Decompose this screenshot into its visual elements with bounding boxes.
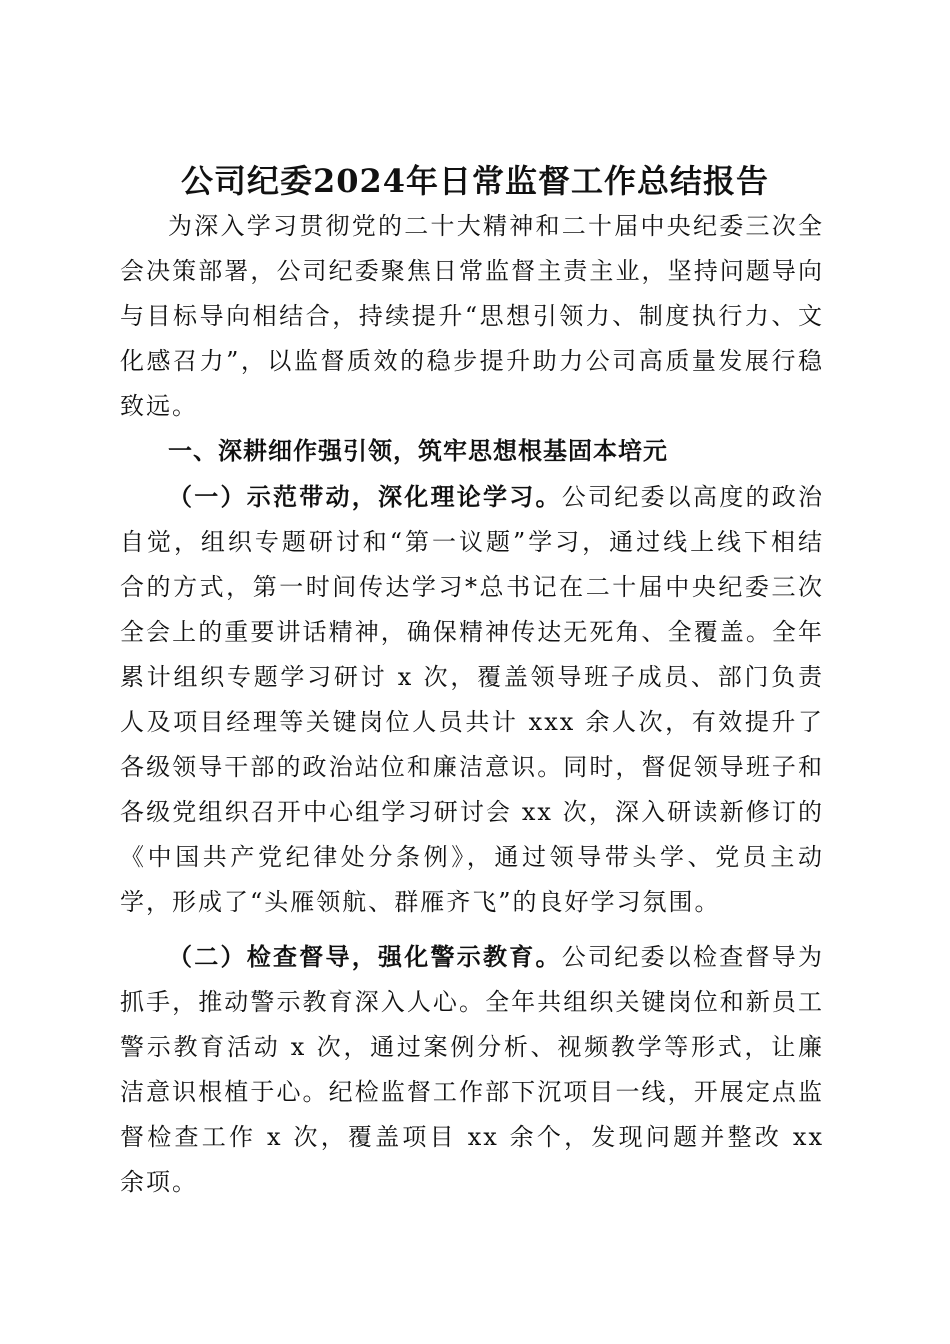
paragraph-spacer	[120, 925, 824, 934]
subsection-paragraph-2	[120, 934, 824, 1205]
document-body	[120, 204, 824, 1205]
section-heading-1: 一、深耕细作强引领，筑牢思想根基固本培元	[168, 437, 668, 465]
intro-paragraph: 为深入学习贯彻党的二十大精神和二十届中央纪委三次全会决策部署，公司纪委聚焦日常监督主责主业，坚持问题导向与目标导向相结合，持续提升“思想引领力、制度执行力、文化感召力”，以监督质效的稳步提升助力公司高质量发展行稳致远。	[120, 212, 824, 420]
subsection-body-2: 公司纪委以检查督导为抓手，推动警示教育深入人心。全年共组织关键岗位和新员工警示教育活动 x 次，通过案例分析、视频教学等形式，让廉洁意识根植于心。纪检监督工作部下沉项目一线，开展定点监督检查工作 x 次，覆盖项目 xx 余个，发现问题并整改 xx 余项。	[120, 943, 824, 1196]
subsection-paragraph-1	[120, 474, 824, 925]
subsection-body-1: 公司纪委以高度的政治自觉，组织专题研讨和“第一议题”学习，通过线上线下相结合的方式，第一时间传达学习*总书记在二十届中央纪委三次全会上的重要讲话精神，确保精神传达无死角、全覆盖。全年累计组织专题学习研讨 x 次，覆盖领导班子成员、部门负责人及项目经理等关键岗位人员共计 xxx 余人次，有效提升了各级领导干部的政治站位和廉洁意识。同时，督促领导班子和各级党组织召开中心组学习研讨会 xx 次，深入研读新修订的《中国共产党纪律处分条例》，通过领导带头学、党员主动学，形成了“头雁领航、群雁齐飞”的良好学习氛围。	[120, 483, 824, 916]
document-title: 公司纪委2024年日常监督工作总结报告	[180, 162, 770, 201]
subsection-lead-2: （二）检查督导，强化警示教育。	[168, 942, 562, 971]
subsection-lead-1: （一）示范带动，深化理论学习。	[168, 482, 562, 511]
